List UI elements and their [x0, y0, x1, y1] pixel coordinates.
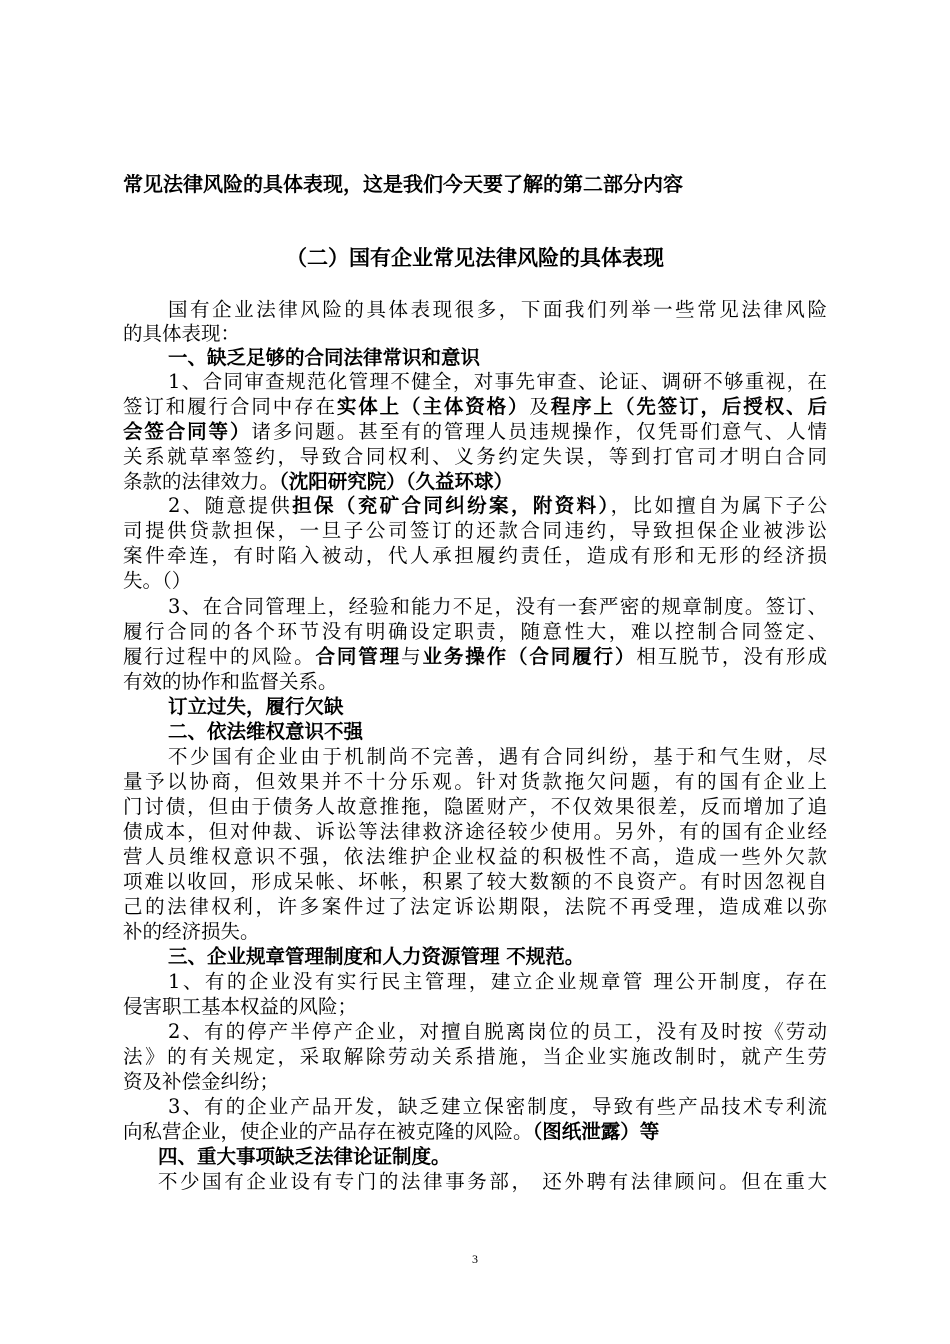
text-span: 履行过程中的风险。: [123, 645, 316, 668]
bold-span: （沈阳研究院）（久益环球）: [279, 470, 514, 493]
paragraph-line: 3、在合同管理上，经验和能力不足，没有一套严密的规章制度。签订、: [168, 595, 827, 618]
text-span: ，比如擅自为属下子公: [610, 494, 827, 517]
heading-1: 一、缺乏足够的合同法律常识和意识: [168, 346, 481, 369]
paragraph-line: 的具体表现：: [123, 322, 241, 345]
paragraph-line: 关系就草率签约，导致合同权利、义务约定失误，等到打官司才明白合同: [123, 445, 827, 468]
text-span: 签订和履行合同中存在: [123, 395, 337, 418]
paragraph-line: 不少国有企业由于机制尚不完善，遇有合同纠纷，基于和气生财，尽: [168, 745, 827, 768]
paragraph-line: 失。（）: [123, 569, 192, 592]
paragraph-line: 国有企业法律风险的具体表现很多，下面我们列举一些常见法律风险: [168, 298, 827, 321]
text-span: 及: [529, 395, 551, 418]
paragraph-line: 1、有的企业没有实行民主管理，建立企业规章管 理公开制度，存在: [168, 970, 827, 993]
paragraph-line: 己的法律权利，许多案件过了法定诉讼期限，法院不再受理，造成难以弥: [123, 895, 827, 918]
note-line: 订立过失，履行欠缺: [168, 695, 344, 718]
paragraph-line: 门讨债，但由于债务人故意推拖，隐匿财产，不仅效果很差，反而增加了追: [123, 795, 827, 818]
bold-span: 会签合同等）: [123, 420, 252, 443]
paragraph-line: [168, 494, 827, 518]
text-span: 2、随意提供: [168, 494, 293, 517]
text-span: 条款的法律效力。: [123, 470, 280, 493]
text-span: 相互脱节，没有形成: [636, 645, 827, 668]
bold-span: 实体上（主体资格）: [336, 395, 530, 418]
paragraph-line: 司提供贷款担保，一旦子公司签订的还款合同违约，导致担保企业被涉讼: [123, 519, 827, 542]
bold-span: 业务操作（合同履行）: [422, 645, 637, 668]
paragraph-line: [123, 1120, 827, 1144]
paragraph-line: 项难以收回，形成呆帐、坏帐，积累了较大数额的不良资产。有时因忽视自: [123, 870, 827, 893]
text-span: 与: [401, 645, 423, 668]
intro-line: 常见法律风险的具体表现，这是我们今天要了解的第二部分内容: [123, 172, 683, 196]
paragraph-line: 营人员维权意识不强，依法维护企业权益的积极性不高，造成一些外欠款: [123, 845, 827, 868]
paragraph-line: 1、合同审查规范化管理不健全，对事先审查、论证、调研不够重视，在: [168, 370, 827, 393]
paragraph-line: 法》的有关规定，采取解除劳动关系措施，当企业实施改制时，就产生劳: [123, 1045, 827, 1068]
bold-span: （图纸泄露）等: [532, 1120, 660, 1143]
text-span: 向私营企业，使企业的产品存在被克隆的风险。: [123, 1120, 533, 1143]
bold-span: 程序上（先签订，后授权、后: [550, 395, 827, 418]
paragraph-line: 量予以协商，但效果并不十分乐观。针对货款拖欠问题，有的国有企业上: [123, 770, 827, 793]
paragraph-line: 案件牵连，有时陷入被动，代人承担履约责任，造成有形和无形的经济损: [123, 544, 827, 567]
text-span: 诸多问题。甚至有的管理人员违规操作，仅凭哥们意气、人情: [251, 420, 827, 443]
paragraph-line: 侵害职工基本权益的风险；: [123, 995, 358, 1018]
page-number: 3: [472, 1252, 478, 1266]
heading-2: 二、依法维权意识不强: [168, 720, 364, 743]
paragraph-line: [123, 395, 827, 419]
bold-span: 合同管理: [315, 645, 402, 668]
paragraph-line: 有效的协作和监督关系。: [123, 670, 338, 693]
paragraph-line: [123, 645, 827, 669]
paragraph-line: 履行合同的各个环节没有明确设定职责，随意性大，难以控制合同签定、: [123, 620, 827, 643]
paragraph-line: 补的经济损失。: [123, 920, 260, 943]
heading-3: 三、企业规章管理制度和人力资源管理 不规范。: [168, 945, 585, 968]
paragraph-line: 不少国有企业设有专门的法律事务部， 还外聘有法律顾问。但在重大: [158, 1170, 827, 1193]
paragraph-line: [123, 420, 827, 444]
heading-4: 四、重大事项缺乏法律论证制度。: [158, 1145, 451, 1168]
paragraph-line: [123, 470, 827, 494]
bold-span: 担保（兖矿合同纠纷案，附资料）: [292, 494, 611, 517]
paragraph-line: 债成本，但对仲裁、诉讼等法律救济途径较少使用。另外，有的国有企业经: [123, 820, 827, 843]
paragraph-line: 资及补偿金纠纷；: [123, 1070, 280, 1093]
paragraph-line: 2、有的停产半停产企业，对擅自脱离岗位的员工，没有及时按《劳动: [168, 1020, 827, 1043]
section-title: （二）国有企业常见法律风险的具体表现: [286, 246, 664, 270]
paragraph-line: 3、有的企业产品开发，缺乏建立保密制度，导致有些产品技术专利流: [168, 1095, 827, 1118]
